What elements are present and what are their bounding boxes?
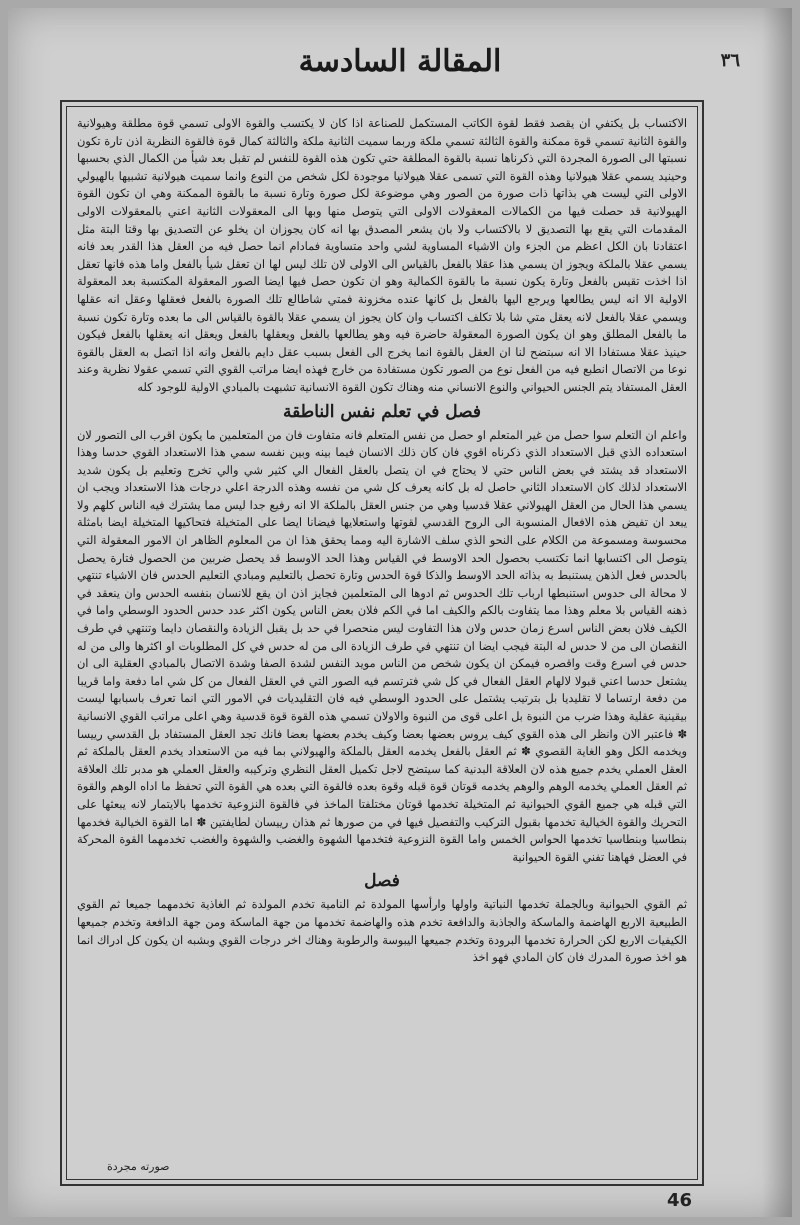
paragraph-2: واعلم ان التعلم سوا حصل من غير المتعلم او حصل من نفس المتعلم فانه متفاوت فان من المتعلمين ما يكون اقرب الى التصور لان استعداده الذي قبل الاستعداد الذي ذكرناه اقوي فان كان ذلك الانسان فيما بينه وبين نفسه سمي هذا الاستعداد القوي حدسا وهذا الاستعداد قد يشتد في بعض الناس حتي لا يحتاج في ان يتصل بالعقل الفعال الي كثير شي والي تخرج وتعليم بل يكون شديد الاستعداد لذلك كان الاستعداد الثاني حاصل له بل كانه يعرف كل شي من نفسه وهذه الدرجة اعلي درجات هذا الاستعداد ويجب ان يسمي هذا الحال من العقل الهيولاني عقلا قدسيا وهي من جنس العقل بالملكة الا انه رفيع جدا ليس مما يشترك فيه الناس كلهم ولا يبعد ان تفيض هذه الافعال المنسوبة الى الروح القدسي لقوتها واستعلايها فيضانا ايضا على المتخيلة فتحاكيها المتخيلة ايضا بامثلة محسوسة ومسموعة من الكلام على النحو الذي سلف الاشارة اليه ومما يحقق هذا ان من المعلوم الظاهر ان الامور المعقولة التي يتوصل الى اكتسابها انما تكتسب بحصول الحد الاوسط في القياس وهذا الحد الاوسط قد يحصل ضربين من الحصول فتارة يحصل بالحدس فعل الذهن يستنبط به بذاته الحد الاوسط والذكا قوة الحدس وتارة تحصل بالتعليم ومبادي التعليم الحدس فان الاشياء تنتهي لا محالة الى حدوس استنبطها ارباب تلك الحدوس ثم ادوها الى المتعلمين فجايز اذن ان يقع للانسان بنفسه الحدس وان ينعقد في ذهنه القياس بلا معلم وهذا مما يتفاوت بالكم والكيف اما في الكم فلان بعض الناس يكون اكثر عدد حدس الحدود الوسطي واما في الكيف فلان بعض الناس اسرع زمان حدس ولان هذا التفاوت ليس منحصرا في حد بل يقبل الزيادة والنقصان دايما وتنتهي في طرف النقصان الى من لا حدس له البتة فيجب ايضا ان تنتهي في طرف الزيادة الى من له حدس في كل المطلوبات او اكثرها والى من له حدس في اسرع وقت واقصره فيمكن ان يكون شخص من الناس مويد النفس لشدة الصفا وشدة الاتصال بالمبادي العقلية الى ان يشتعل حدسا اعني قبولا لالهام العقل الفعال في كل شي فترتسم فيه الصور التي في العقل الفعال من كل شي اما دفعة واما قريبا من دفعة ارتساما لا تقليديا بل بترتيب يشتمل على الحدود الوسطي فيه فان التقليديات في الامور التي انما تعرف باسبابها ليست بيقينية عقلية وهذا ضرب من النبوة بل اعلى قوى من النبوة والاولان تسمي هذه القوة قوة قدسية وهي اعلى مراتب القوي الانسانية ✽ فاعتبر الان وانظر الى هذه القوي كيف يروس بعضها بعضا وكيف يخدم بعضها بعضا فانك تجد العقل المستفاد بل القدسي رييسا ويخدمه الكل وهو الغاية القصوي ✽ ثم العقل بالفعل يخدمه العقل بالملكة والهيولاني بما فيه من الاستعداد يخدم العقل بالملكة ثم العقل العملي يخدم جميع هذه لان العلاقة البدنية كما سيتضح لاجل تكميل العقل النظري وتركيبه والعقل العملي هو مدبر تلك العلاقة ثم العقل العملي يخدمه الوهم والوهم يخدمه قوتان قوة قبله وقوة بعده فالقوة التي بعده هي القوة التي تحفظ ما اداه الوهم والقوة التي قبله هي جميع القوي الحيوانية ثم المتخيلة تخدمها قوتان مختلفتا الماخذ في فالقوة النزوعية تخدمها بالايتمار لانه يبعثها على التحريك والقوة الخيالية تخدمها بقبول التركيب والتفصيل فيها في من صورها ثم هذان رييسان لطايفتين ✽ اما القوة الخيالية فخدمها بنطاسيا وبنطاسيا تخدمها الحواس الخمس واما القوة النزوعية فتخدمها الشهوة والغضب والشهوة والغضب تخدمهما القوة المحركة في العضل فهاهنا تفني القوة الحيوانية bbox=[77, 428, 687, 864]
paragraph-1: الاكتساب بل يكتفي ان يقصد فقط لقوة الكاتب المستكمل للصناعة اذا كان لا يكتسب والقوة الاولى تسمي قوة مطلقة وهيولانية والقوة الثانية تسمي قوة ممكنة والقوة الثالثة تسمي ملكة وربما سميت الثانية ملكة والثالثة كمال قوة فالقوة النظرية اذن تارة تكون نسبتها الى الصورة المجردة التي ذكرناها نسبة بالقوة المطلقة حتي تكون هذه القوة للنفس لم تقبل بعد شيأ من الكمال الذي بحسبها وحينيد يسمي عقلا هيولانيا وهذه القوة التي تسمى عقلا هيولانيا موجودة لكل شخص من النوع وانما سميت هيولانية تشبيها بالهيولي الاولى التي ليست هي بذاتها ذات صورة من الصور وهي موضوعة لكل صورة وتارة نسبة ما بالقوة الممكنة وهي ان تكون القوة الهيولانية قد حصلت فيها من الكمالات المعقولات الاولى التي يتوصل منها وبها الى المعقولات الثانية اعني بالمعقولات الاولى المقدمات التي يقع بها التصديق لا بالاكتساب ولا بان يشعر المصدق بها انه كان يجوزان ان يخلو عن التصديق بها وقتا البتة مثل اعتقادنا بان الكل اعظم من الجزء وان الاشياء المساوية لشي واحد متساوية فمادام انما حصل فيه من العقل هذا القدر بعد فانه يسمي عقلا بالملكة ويجوز ان يسمي هذا عقلا بالفعل بالقياس الى الاولى لان تلك ليس لها ان تعقل شيأ بالفعل واما هذه فانها تعقل اذا اخذت تقيس بالفعل وتارة يكون نسبة ما بالقوة الكمالية وهو ان تكون حصل فيها ايضا الصور المعقولة المكتسبة بعد المعقولة الاولية الا انه ليس يطالعها ويرجع اليها بالفعل بل كانها عنده مخزونة فمتي شاطالع تلك الصورة بالفعل فعقلها وعقل انه عقلها ويسمي عقلا بالفعل لانه يعقل متي شا بلا تكلف اكتساب وان كان يجوز ان يسمي عقلا بالقوة بالقياس الى ما بعده وتارة تكون نسبة ما بالفعل المطلق وهو ان يكون الصورة المعقولة حاضرة فيه وهو يطالعها بالفعل ويعقلها بالفعل ويعقل انه يعقلها بالفعل فيكون حينيذ عقلا مستفادا الا انه سبتضح لنا ان العقل بالقوة انما يخرج الى الفعل بسبب عقل دايم بالفعل وانه اذا اتصل به العقل بالقوة نوعا من الاتصال انطبع فيه من الفعل نوع من الصور تكون مستفادة من خارج فهذه ايضا مراتب القوي التي تسمي عقولا نظرية وعند العقل المستفاد يتم الجنس الحيواني والنوع الانساني منه وهناك تكون القوة الانسانية تشبهت بالمبادي الاولية للوجود كله bbox=[77, 117, 687, 394]
page-shadow bbox=[762, 8, 792, 1217]
page-number-bottom: 46 bbox=[666, 1190, 692, 1211]
section-heading-1: فصل في تعلم نفس الناطقة bbox=[282, 401, 482, 422]
text-block bbox=[66, 106, 698, 1180]
page-number-top: ٣٦ bbox=[720, 50, 740, 71]
book-page bbox=[8, 8, 792, 1217]
running-title: المقالة السادسة bbox=[298, 44, 502, 79]
section-heading-2: فصل bbox=[364, 871, 400, 892]
paragraph-3: ثم القوي الحيوانية وبالجملة تخدمها النباتية واولها وارأسها المولدة ثم النامية تخدم المولدة ثم الغاذية تخدمهما جميعا ثم القوي الطبيعية الاربع الهاضمة والماسكة والجاذبة والدافعة تخدم هذه والهاضمة تخدمها من جهة الماسكة ومن جهة الدافعة وتخدم جميعها الكيفيات الاربع لكن الحرارة تخدمها البرودة وتخدم جميعها اليبوسة والرطوبة وهناك اخر درجات القوي وبشبه ان يكون كل ادراك انما هو اخذ صورة المدرك فان كان المادي فهو اخذ bbox=[77, 898, 687, 965]
page-header bbox=[48, 38, 752, 98]
catchword: صورته مجردة bbox=[107, 1160, 170, 1173]
text-frame bbox=[60, 100, 704, 1186]
